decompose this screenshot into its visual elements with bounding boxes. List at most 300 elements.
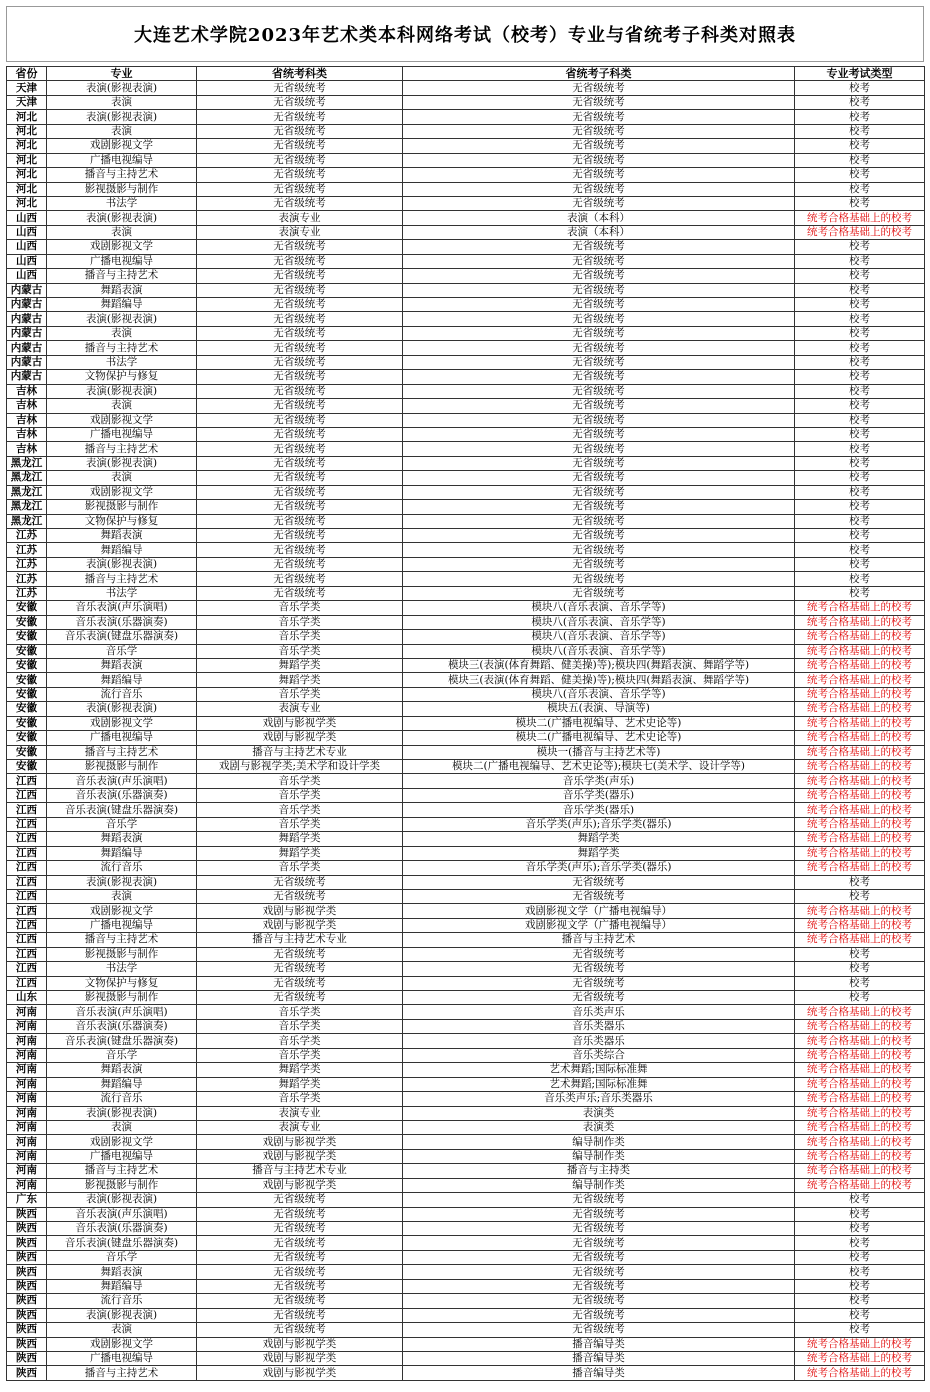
cell-province: 河南 — [7, 1034, 47, 1048]
cell-major: 广播电视编导 — [47, 427, 197, 441]
cell-exam-type: 校考 — [795, 370, 925, 384]
cell-major: 音乐学 — [47, 1048, 197, 1062]
cell-exam-type: 统考合格基础上的校考 — [795, 760, 925, 774]
cell-exam-subcategory: 模块五(表演、导演等) — [403, 702, 795, 716]
cell-major: 音乐学 — [47, 1250, 197, 1264]
cell-province: 吉林 — [7, 413, 47, 427]
cell-exam-subcategory: 无省级统考 — [403, 312, 795, 326]
cell-major: 表演(影视表演) — [47, 875, 197, 889]
cell-province: 内蒙古 — [7, 283, 47, 297]
cell-exam-subcategory: 艺术舞蹈;国际标准舞 — [403, 1077, 795, 1091]
cell-exam-type: 统考合格基础上的校考 — [795, 1106, 925, 1120]
cell-province: 河北 — [7, 153, 47, 167]
cell-major: 舞蹈表演 — [47, 1265, 197, 1279]
cell-province: 陕西 — [7, 1236, 47, 1250]
cell-exam-subcategory: 无省级统考 — [403, 456, 795, 470]
table-row — [7, 168, 925, 182]
cell-exam-subcategory: 无省级统考 — [403, 341, 795, 355]
cell-province: 广东 — [7, 1193, 47, 1207]
cell-province: 河南 — [7, 1063, 47, 1077]
table-row — [7, 731, 925, 745]
cell-exam-subcategory: 播音与主持艺术 — [403, 933, 795, 947]
cell-exam-category: 无省级统考 — [197, 875, 403, 889]
cell-exam-subcategory: 编导制作类 — [403, 1135, 795, 1149]
cell-exam-type: 校考 — [795, 110, 925, 124]
cell-province: 吉林 — [7, 442, 47, 456]
cell-exam-category: 音乐学类 — [197, 1048, 403, 1062]
cell-exam-type: 校考 — [795, 1294, 925, 1308]
cell-exam-category: 无省级统考 — [197, 341, 403, 355]
cell-exam-category: 无省级统考 — [197, 269, 403, 283]
cell-major: 表演(影视表演) — [47, 211, 197, 225]
cell-major: 舞蹈表演 — [47, 658, 197, 672]
cell-exam-category: 无省级统考 — [197, 1236, 403, 1250]
cell-major: 播音与主持艺术 — [47, 572, 197, 586]
cell-major: 表演(影视表演) — [47, 702, 197, 716]
cell-exam-category: 表演专业 — [197, 1106, 403, 1120]
table-row — [7, 1120, 925, 1134]
cell-exam-type: 校考 — [795, 427, 925, 441]
cell-exam-type: 校考 — [795, 81, 925, 95]
cell-exam-type: 统考合格基础上的校考 — [795, 1034, 925, 1048]
cell-exam-category: 播音与主持艺术专业 — [197, 745, 403, 759]
table-row — [7, 1106, 925, 1120]
cell-province: 内蒙古 — [7, 370, 47, 384]
cell-major: 音乐表演(键盘乐器演奏) — [47, 803, 197, 817]
cell-exam-type: 统考合格基础上的校考 — [795, 832, 925, 846]
cell-province: 河北 — [7, 110, 47, 124]
cell-exam-type: 统考合格基础上的校考 — [795, 861, 925, 875]
cell-exam-category: 音乐学类 — [197, 817, 403, 831]
cell-exam-subcategory: 表演（本科） — [403, 225, 795, 239]
header-major: 专业 — [47, 67, 197, 81]
cell-exam-category: 无省级统考 — [197, 196, 403, 210]
cell-major: 戏剧影视文学 — [47, 240, 197, 254]
cell-province: 河北 — [7, 182, 47, 196]
table-row — [7, 384, 925, 398]
cell-exam-subcategory: 模块八(音乐表演、音乐学等) — [403, 687, 795, 701]
cell-major: 舞蹈表演 — [47, 1063, 197, 1077]
cell-exam-subcategory: 无省级统考 — [403, 326, 795, 340]
cell-exam-subcategory: 无省级统考 — [403, 514, 795, 528]
cell-province: 安徽 — [7, 673, 47, 687]
table-row — [7, 1193, 925, 1207]
cell-major: 播音与主持艺术 — [47, 168, 197, 182]
cell-exam-subcategory: 无省级统考 — [403, 1279, 795, 1293]
table-row — [7, 1149, 925, 1163]
cell-exam-type: 校考 — [795, 312, 925, 326]
cell-province: 黑龙江 — [7, 500, 47, 514]
header-province: 省份 — [7, 67, 47, 81]
cell-province: 天津 — [7, 81, 47, 95]
page-title: 大连艺术学院2023年艺术类本科网络考试（校考）专业与省统考子科类对照表 — [133, 25, 797, 46]
cell-exam-subcategory: 无省级统考 — [403, 1222, 795, 1236]
table-row — [7, 399, 925, 413]
cell-exam-subcategory: 无省级统考 — [403, 1308, 795, 1322]
cell-exam-category: 无省级统考 — [197, 1265, 403, 1279]
cell-province: 江苏 — [7, 572, 47, 586]
cell-exam-category: 戏剧与影视学类;美术学和设计学类 — [197, 760, 403, 774]
cell-major: 表演(影视表演) — [47, 1308, 197, 1322]
cell-major: 播音与主持艺术 — [47, 933, 197, 947]
cell-province: 安徽 — [7, 644, 47, 658]
cell-major: 影视摄影与制作 — [47, 500, 197, 514]
cell-exam-type: 统考合格基础上的校考 — [795, 933, 925, 947]
cell-exam-type: 校考 — [795, 1250, 925, 1264]
cell-exam-type: 校考 — [795, 1265, 925, 1279]
cell-exam-category: 音乐学类 — [197, 601, 403, 615]
cell-exam-subcategory: 编导制作类 — [403, 1149, 795, 1163]
cell-exam-type: 统考合格基础上的校考 — [795, 658, 925, 672]
cell-exam-type: 校考 — [795, 1236, 925, 1250]
cell-exam-type: 校考 — [795, 962, 925, 976]
cell-exam-subcategory: 戏剧影视文学（广播电视编导） — [403, 918, 795, 932]
table-row — [7, 861, 925, 875]
cell-exam-subcategory: 表演类 — [403, 1120, 795, 1134]
cell-province: 江西 — [7, 803, 47, 817]
cell-exam-type: 统考合格基础上的校考 — [795, 745, 925, 759]
table-row — [7, 947, 925, 961]
cell-exam-type: 校考 — [795, 1193, 925, 1207]
table-row — [7, 427, 925, 441]
cell-exam-type: 校考 — [795, 196, 925, 210]
cell-major: 播音与主持艺术 — [47, 1164, 197, 1178]
table-row — [7, 745, 925, 759]
cell-exam-type: 统考合格基础上的校考 — [795, 1178, 925, 1192]
cell-exam-subcategory: 模块八(音乐表演、音乐学等) — [403, 630, 795, 644]
cell-exam-subcategory: 舞蹈学类 — [403, 846, 795, 860]
cell-exam-type: 校考 — [795, 269, 925, 283]
table-row — [7, 1323, 925, 1337]
table-row — [7, 803, 925, 817]
cell-major: 文物保护与修复 — [47, 976, 197, 990]
cell-exam-category: 无省级统考 — [197, 283, 403, 297]
cell-exam-type: 校考 — [795, 889, 925, 903]
table-row — [7, 529, 925, 543]
table-row — [7, 788, 925, 802]
cell-major: 表演(影视表演) — [47, 81, 197, 95]
cell-exam-type: 统考合格基础上的校考 — [795, 1135, 925, 1149]
cell-exam-subcategory: 无省级统考 — [403, 543, 795, 557]
cell-major: 播音与主持艺术 — [47, 745, 197, 759]
cell-major: 表演(影视表演) — [47, 557, 197, 571]
cell-exam-category: 戏剧与影视学类 — [197, 1149, 403, 1163]
cell-province: 江西 — [7, 904, 47, 918]
cell-exam-category: 舞蹈学类 — [197, 832, 403, 846]
cell-major: 音乐表演(键盘乐器演奏) — [47, 630, 197, 644]
table-row — [7, 543, 925, 557]
cell-province: 河南 — [7, 1135, 47, 1149]
cell-major: 表演 — [47, 95, 197, 109]
table-row — [7, 601, 925, 615]
cell-exam-category: 无省级统考 — [197, 95, 403, 109]
cell-exam-subcategory: 无省级统考 — [403, 110, 795, 124]
table-row — [7, 95, 925, 109]
cell-exam-subcategory: 无省级统考 — [403, 586, 795, 600]
table-row — [7, 687, 925, 701]
table-row — [7, 81, 925, 95]
table-row — [7, 182, 925, 196]
table-row — [7, 817, 925, 831]
cell-exam-type: 统考合格基础上的校考 — [795, 1351, 925, 1365]
cell-exam-type: 统考合格基础上的校考 — [795, 1077, 925, 1091]
cell-exam-category: 音乐学类 — [197, 788, 403, 802]
cell-exam-subcategory: 无省级统考 — [403, 269, 795, 283]
table-row — [7, 456, 925, 470]
table-row — [7, 355, 925, 369]
table-row — [7, 370, 925, 384]
cell-province: 安徽 — [7, 630, 47, 644]
cell-major: 舞蹈表演 — [47, 832, 197, 846]
cell-exam-type: 统考合格基础上的校考 — [795, 731, 925, 745]
cell-province: 安徽 — [7, 760, 47, 774]
cell-exam-subcategory: 无省级统考 — [403, 139, 795, 153]
table-row — [7, 572, 925, 586]
cell-exam-category: 音乐学类 — [197, 687, 403, 701]
cell-exam-subcategory: 无省级统考 — [403, 485, 795, 499]
cell-exam-subcategory: 无省级统考 — [403, 124, 795, 138]
cell-exam-subcategory: 艺术舞蹈;国际标准舞 — [403, 1063, 795, 1077]
cell-exam-subcategory: 无省级统考 — [403, 529, 795, 543]
cell-province: 江西 — [7, 889, 47, 903]
cell-exam-type: 校考 — [795, 413, 925, 427]
cell-exam-subcategory: 无省级统考 — [403, 1207, 795, 1221]
cell-major: 舞蹈编导 — [47, 298, 197, 312]
cell-exam-type: 校考 — [795, 485, 925, 499]
cell-major: 表演 — [47, 1323, 197, 1337]
table-row — [7, 889, 925, 903]
cell-exam-subcategory: 模块一(播音与主持艺术等) — [403, 745, 795, 759]
cell-province: 黑龙江 — [7, 471, 47, 485]
cell-major: 影视摄影与制作 — [47, 182, 197, 196]
cell-province: 内蒙古 — [7, 298, 47, 312]
table-row — [7, 471, 925, 485]
cell-exam-subcategory: 无省级统考 — [403, 500, 795, 514]
table-row — [7, 630, 925, 644]
table-row — [7, 846, 925, 860]
cell-province: 陕西 — [7, 1337, 47, 1351]
cell-exam-type: 校考 — [795, 991, 925, 1005]
cell-exam-subcategory: 模块二(广播电视编导、艺术史论等);模块七(美术学、设计学等) — [403, 760, 795, 774]
cell-exam-subcategory: 音乐学类(声乐);音乐学类(器乐) — [403, 817, 795, 831]
cell-exam-type: 校考 — [795, 95, 925, 109]
cell-major: 音乐表演(乐器演奏) — [47, 615, 197, 629]
cell-major: 舞蹈编导 — [47, 673, 197, 687]
cell-province: 江西 — [7, 933, 47, 947]
cell-exam-subcategory: 模块三(表演(体育舞蹈、健美操)等);模块四(舞蹈表演、舞蹈学等) — [403, 658, 795, 672]
cell-major: 表演 — [47, 1120, 197, 1134]
cell-exam-category: 无省级统考 — [197, 254, 403, 268]
table-row — [7, 110, 925, 124]
cell-major: 文物保护与修复 — [47, 370, 197, 384]
cell-exam-category: 无省级统考 — [197, 355, 403, 369]
cell-exam-type: 校考 — [795, 1323, 925, 1337]
cell-exam-subcategory: 模块二(广播电视编导、艺术史论等) — [403, 716, 795, 730]
table-row — [7, 442, 925, 456]
cell-major: 音乐表演(键盘乐器演奏) — [47, 1236, 197, 1250]
table-row — [7, 1250, 925, 1264]
table-row — [7, 1135, 925, 1149]
cell-exam-category: 戏剧与影视学类 — [197, 731, 403, 745]
cell-province: 江西 — [7, 774, 47, 788]
cell-exam-category: 无省级统考 — [197, 529, 403, 543]
cell-exam-type: 校考 — [795, 153, 925, 167]
cell-exam-category: 无省级统考 — [197, 399, 403, 413]
cell-exam-category: 无省级统考 — [197, 168, 403, 182]
cell-exam-category: 音乐学类 — [197, 1034, 403, 1048]
cell-exam-subcategory: 无省级统考 — [403, 399, 795, 413]
cell-major: 表演(影视表演) — [47, 1193, 197, 1207]
cell-province: 河北 — [7, 124, 47, 138]
cell-province: 江西 — [7, 846, 47, 860]
table-row — [7, 298, 925, 312]
cell-exam-category: 无省级统考 — [197, 471, 403, 485]
table-row — [7, 904, 925, 918]
table-row — [7, 1351, 925, 1365]
cell-exam-type: 校考 — [795, 976, 925, 990]
cell-exam-category: 无省级统考 — [197, 543, 403, 557]
cell-province: 陕西 — [7, 1207, 47, 1221]
cell-province: 山东 — [7, 991, 47, 1005]
cell-exam-type: 统考合格基础上的校考 — [795, 1019, 925, 1033]
cell-province: 安徽 — [7, 716, 47, 730]
cell-exam-category: 无省级统考 — [197, 240, 403, 254]
cell-exam-subcategory: 播音编导类 — [403, 1366, 795, 1380]
cell-major: 戏剧影视文学 — [47, 904, 197, 918]
cell-exam-category: 无省级统考 — [197, 312, 403, 326]
table-row — [7, 760, 925, 774]
cell-major: 音乐学 — [47, 644, 197, 658]
cell-exam-type: 校考 — [795, 124, 925, 138]
cell-exam-category: 舞蹈学类 — [197, 1063, 403, 1077]
cell-exam-subcategory: 模块八(音乐表演、音乐学等) — [403, 615, 795, 629]
cell-exam-subcategory: 音乐类综合 — [403, 1048, 795, 1062]
table-row — [7, 196, 925, 210]
cell-exam-type: 校考 — [795, 875, 925, 889]
cell-exam-subcategory: 表演类 — [403, 1106, 795, 1120]
cell-province: 江西 — [7, 976, 47, 990]
table-row — [7, 1265, 925, 1279]
cell-province: 吉林 — [7, 399, 47, 413]
cell-major: 戏剧影视文学 — [47, 413, 197, 427]
table-row — [7, 514, 925, 528]
cell-province: 陕西 — [7, 1351, 47, 1365]
cell-exam-subcategory: 无省级统考 — [403, 153, 795, 167]
cell-exam-type: 校考 — [795, 341, 925, 355]
cell-exam-category: 无省级统考 — [197, 962, 403, 976]
cell-exam-type: 校考 — [795, 500, 925, 514]
cell-exam-type: 校考 — [795, 298, 925, 312]
table-row — [7, 1092, 925, 1106]
cell-province: 安徽 — [7, 731, 47, 745]
table-row — [7, 875, 925, 889]
cell-exam-subcategory: 无省级统考 — [403, 298, 795, 312]
cell-exam-subcategory: 音乐学类(声乐) — [403, 774, 795, 788]
table-row — [7, 615, 925, 629]
cell-exam-type: 统考合格基础上的校考 — [795, 846, 925, 860]
cell-exam-category: 戏剧与影视学类 — [197, 918, 403, 932]
comparison-table — [6, 66, 925, 1381]
cell-exam-type: 校考 — [795, 254, 925, 268]
cell-exam-category: 戏剧与影视学类 — [197, 1366, 403, 1380]
cell-exam-category: 音乐学类 — [197, 1005, 403, 1019]
cell-exam-type: 统考合格基础上的校考 — [795, 1120, 925, 1134]
table-row — [7, 1019, 925, 1033]
cell-exam-subcategory: 模块八(音乐表演、音乐学等) — [403, 644, 795, 658]
table-row — [7, 976, 925, 990]
cell-exam-type: 统考合格基础上的校考 — [795, 211, 925, 225]
cell-exam-subcategory: 无省级统考 — [403, 976, 795, 990]
cell-province: 黑龙江 — [7, 456, 47, 470]
table-row — [7, 1005, 925, 1019]
cell-province: 陕西 — [7, 1323, 47, 1337]
table-row — [7, 1178, 925, 1192]
cell-province: 山西 — [7, 240, 47, 254]
cell-exam-category: 舞蹈学类 — [197, 673, 403, 687]
cell-exam-category: 表演专业 — [197, 1120, 403, 1134]
cell-major: 音乐表演(声乐演唱) — [47, 601, 197, 615]
cell-exam-subcategory: 模块八(音乐表演、音乐学等) — [403, 601, 795, 615]
cell-exam-type: 校考 — [795, 139, 925, 153]
cell-province: 吉林 — [7, 384, 47, 398]
cell-major: 舞蹈编导 — [47, 543, 197, 557]
cell-exam-category: 音乐学类 — [197, 1092, 403, 1106]
cell-exam-type: 校考 — [795, 240, 925, 254]
cell-province: 河南 — [7, 1019, 47, 1033]
cell-exam-category: 音乐学类 — [197, 630, 403, 644]
table-row — [7, 1337, 925, 1351]
cell-major: 表演 — [47, 124, 197, 138]
cell-exam-subcategory: 无省级统考 — [403, 471, 795, 485]
cell-exam-category: 无省级统考 — [197, 370, 403, 384]
cell-province: 河南 — [7, 1106, 47, 1120]
cell-province: 黑龙江 — [7, 514, 47, 528]
cell-province: 河南 — [7, 1092, 47, 1106]
table-row — [7, 211, 925, 225]
cell-exam-type: 校考 — [795, 283, 925, 297]
cell-major: 书法学 — [47, 355, 197, 369]
cell-province: 山西 — [7, 211, 47, 225]
cell-exam-type: 校考 — [795, 1222, 925, 1236]
cell-major: 表演(影视表演) — [47, 1106, 197, 1120]
cell-major: 戏剧影视文学 — [47, 1135, 197, 1149]
cell-exam-category: 无省级统考 — [197, 485, 403, 499]
cell-province: 河南 — [7, 1149, 47, 1163]
cell-exam-type: 统考合格基础上的校考 — [795, 630, 925, 644]
cell-major: 表演 — [47, 326, 197, 340]
cell-exam-type: 统考合格基础上的校考 — [795, 817, 925, 831]
table-row — [7, 1207, 925, 1221]
cell-exam-category: 无省级统考 — [197, 1323, 403, 1337]
cell-exam-category: 戏剧与影视学类 — [197, 1178, 403, 1192]
cell-major: 表演 — [47, 889, 197, 903]
cell-exam-category: 无省级统考 — [197, 442, 403, 456]
cell-exam-category: 无省级统考 — [197, 153, 403, 167]
cell-exam-type: 统考合格基础上的校考 — [795, 918, 925, 932]
cell-major: 影视摄影与制作 — [47, 947, 197, 961]
cell-province: 内蒙古 — [7, 341, 47, 355]
cell-exam-subcategory: 音乐类声乐 — [403, 1005, 795, 1019]
cell-major: 舞蹈表演 — [47, 283, 197, 297]
cell-exam-type: 校考 — [795, 514, 925, 528]
cell-exam-category: 戏剧与影视学类 — [197, 904, 403, 918]
cell-major: 舞蹈表演 — [47, 529, 197, 543]
cell-exam-subcategory: 无省级统考 — [403, 240, 795, 254]
cell-exam-category: 无省级统考 — [197, 124, 403, 138]
cell-exam-type: 校考 — [795, 355, 925, 369]
table-row — [7, 774, 925, 788]
cell-exam-subcategory: 无省级统考 — [403, 196, 795, 210]
